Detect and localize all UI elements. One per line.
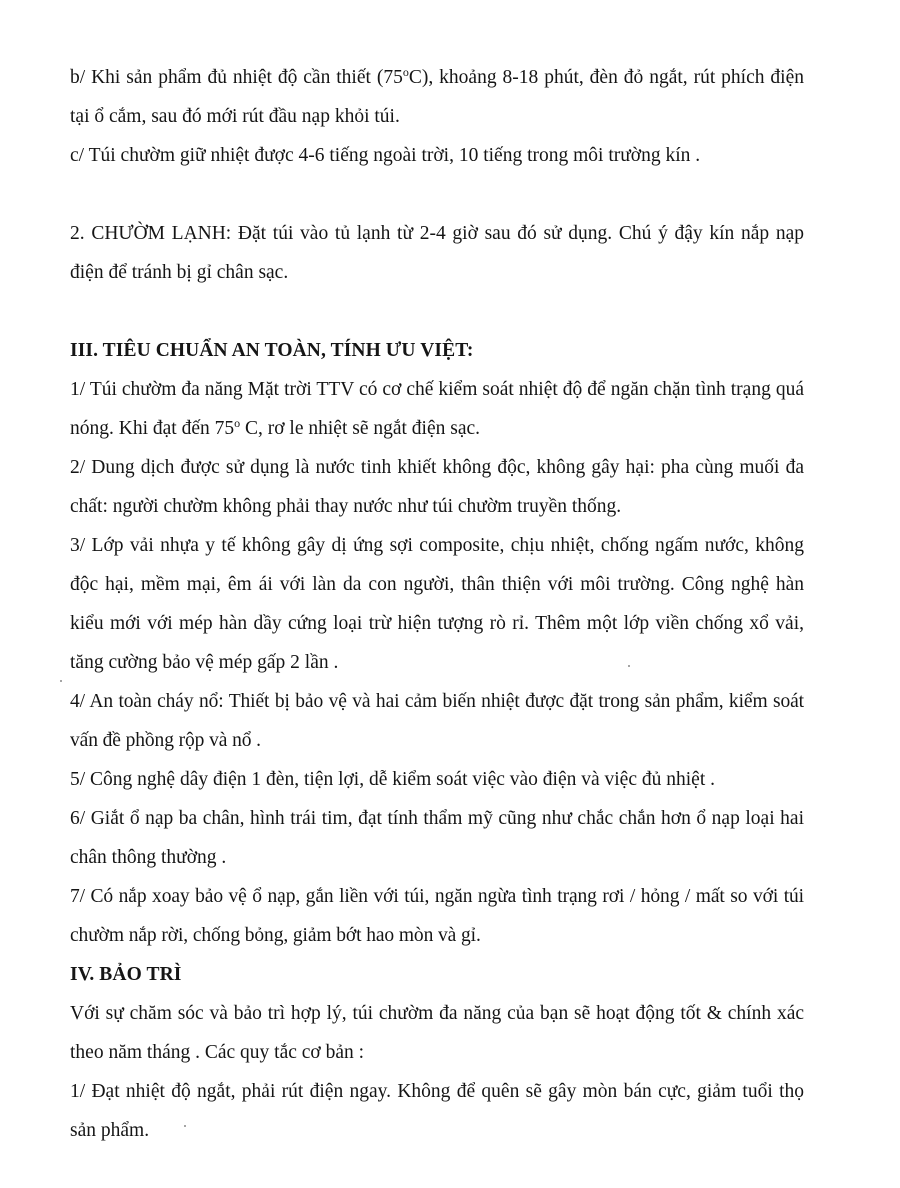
paragraph-b-text: b/ Khi sản phẩm đủ nhiệt độ cần thiết (75 [70, 67, 403, 88]
section-3-item-2: 2/ Dung dịch được sử dụng là nước tinh khiết không độc, không gây hại: pha cùng muối đa chất: người chườm không phải thay nước như túi chườm truyền thống. [70, 457, 804, 517]
scan-speck [60, 680, 62, 682]
scan-speck [184, 1125, 186, 1127]
scan-speck [628, 665, 630, 667]
section-4-heading: IV. BẢO TRÌ [70, 964, 182, 985]
paragraph-cold-compress: 2. CHƯỜM LẠNH: Đặt túi vào tủ lạnh từ 2-4 giờ sau đó sử dụng. Chú ý đậy kín nắp nạp điện để tránh bị gỉ chân sạc. [70, 223, 804, 283]
spacer [70, 292, 804, 331]
spacer [70, 175, 804, 214]
section-3-item-1 [70, 370, 804, 448]
section-4-intro: Với sự chăm sóc và bảo trì hợp lý, túi chườm đa năng của bạn sẽ hoạt động tốt & chính xác theo năm tháng . Các quy tắc cơ bản : [70, 1003, 804, 1063]
paragraph-b-text-end: C), khoảng 8-18 phút, đèn đỏ ngắt, rút phích điện tại ổ cắm, sau đó mới rút đầu nạp khỏi túi. [70, 67, 804, 127]
paragraph-c: c/ Túi chườm giữ nhiệt được 4-6 tiếng ngoài trời, 10 tiếng trong môi trường kín . [70, 145, 701, 166]
section-3-item-3: 3/ Lớp vải nhựa y tế không gây dị ứng sợi composite, chịu nhiệt, chống ngấm nước, không độc hại, mềm mại, êm ái với làn da con người, thân thiện với môi trường. Công nghệ hàn kiểu mới với mép hàn dầy cứng loại trừ hiện tượng rò rỉ. Thêm một lớp viền chống xổ vải, tăng cường bảo vệ mép gấp 2 lần . [70, 535, 804, 673]
section-3-item-1-text: 1/ Túi chườm đa năng Mặt trời TTV có cơ chế kiểm soát nhiệt độ để ngăn chặn tình trạng quá nóng. Khi đạt đến 75 [70, 379, 804, 439]
degree-superscript: o [402, 65, 409, 79]
section-3-heading: III. TIÊU CHUẨN AN TOÀN, TÍNH ƯU VIỆT: [70, 340, 474, 361]
section-3-item-6: 6/ Giắt ổ nạp ba chân, hình trái tim, đạt tính thẩm mỹ cũng như chắc chắn hơn ổ nạp loại hai chân thông thường . [70, 808, 804, 868]
section-4-item-1: 1/ Đạt nhiệt độ ngắt, phải rút điện ngay. Không để quên sẽ gây mòn bán cực, giảm tuổi thọ sản phẩm. [70, 1081, 804, 1141]
paragraph-b [70, 58, 804, 136]
section-3-item-4: 4/ An toàn cháy nổ: Thiết bị bảo vệ và hai cảm biến nhiệt được đặt trong sản phẩm, kiểm soát vấn đề phồng rộp và nổ . [70, 691, 804, 751]
section-3-item-7: 7/ Có nắp xoay bảo vệ ổ nạp, gắn liền với túi, ngăn ngừa tình trạng rơi / hỏng / mất so với túi chườm nắp rời, chống bỏng, giảm bớt hao mòn và gỉ. [70, 886, 804, 946]
section-3-item-1-text-end: C, rơ le nhiệt sẽ ngắt điện sạc. [240, 418, 481, 439]
degree-superscript: o [234, 416, 241, 430]
section-3-item-5: 5/ Công nghệ dây điện 1 đèn, tiện lợi, dễ kiểm soát việc vào điện và việc đủ nhiệt . [70, 769, 715, 790]
